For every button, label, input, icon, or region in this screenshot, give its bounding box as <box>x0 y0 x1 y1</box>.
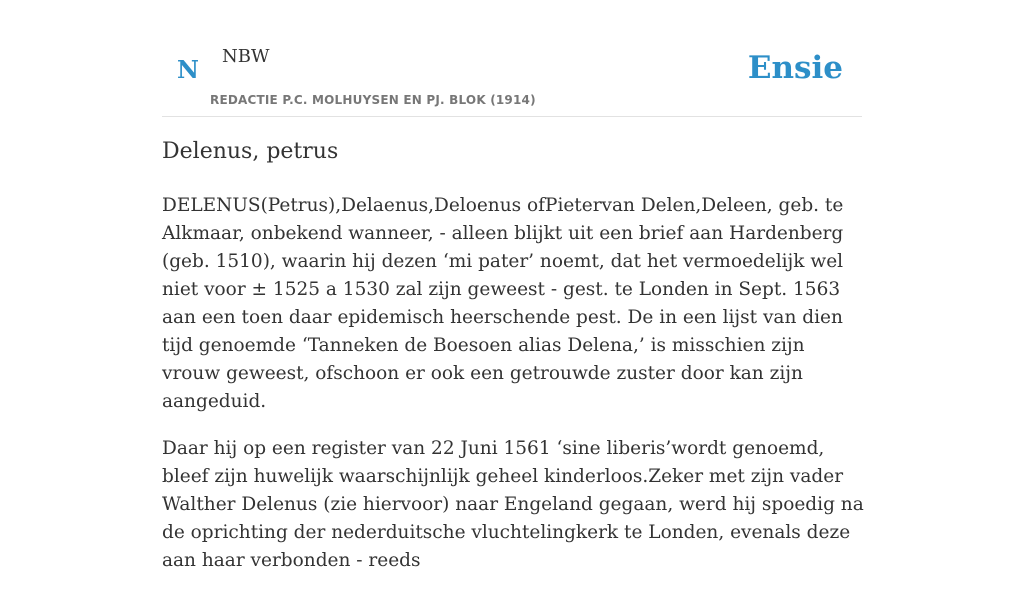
article-body <box>162 192 867 594</box>
source-logo[interactable]: N <box>177 55 199 84</box>
source-header <box>162 0 862 117</box>
source-subtitle: REDACTIE P.C. MOLHUYSEN EN PJ. BLOK (1914) <box>210 93 536 107</box>
article-paragraph: Daar hij op een register van 22 Juni 1561 ‘sine liberis’wordt genoemd, bleef zijn huwelijk waarschijnlijk geheel kinderloos.Zeker met zijn vader Walther Delenus (zie hiervoor) naar Engeland gegaan, werd hij spoedig na de oprichting der nederduitsche vluchtelingkerk te Londen, evenals deze aan haar verbonden - reeds <box>162 438 864 571</box>
article-paragraph: DELENUS(Petrus),Delaenus,Deloenus ofPietervan Delen,Deleen, geb. te Alkmaar, onbekend wanneer, - alleen blijkt uit een brief aan Hardenberg (geb. 1510), waarin hij dezen ‘mi pater’ noemt, dat het vermoedelijk wel niet voor ± 1525 a 1530 zal zijn geweest - gest. te Londen in Sept. 1563 aan een toen daar epidemisch heerschende pest. De in een lijst van dien tijd genoemde ‘Tanneken de Boesoen alias Delena,’ is misschien zijn vrouw geweest, ofschoon er ook een getrouwde zuster door kan zijn aangeduid. <box>162 195 844 412</box>
article-title: Delenus, petrus <box>162 139 339 164</box>
ensie-logo[interactable]: Ensie <box>747 50 843 86</box>
source-title[interactable]: NBW <box>222 46 270 67</box>
